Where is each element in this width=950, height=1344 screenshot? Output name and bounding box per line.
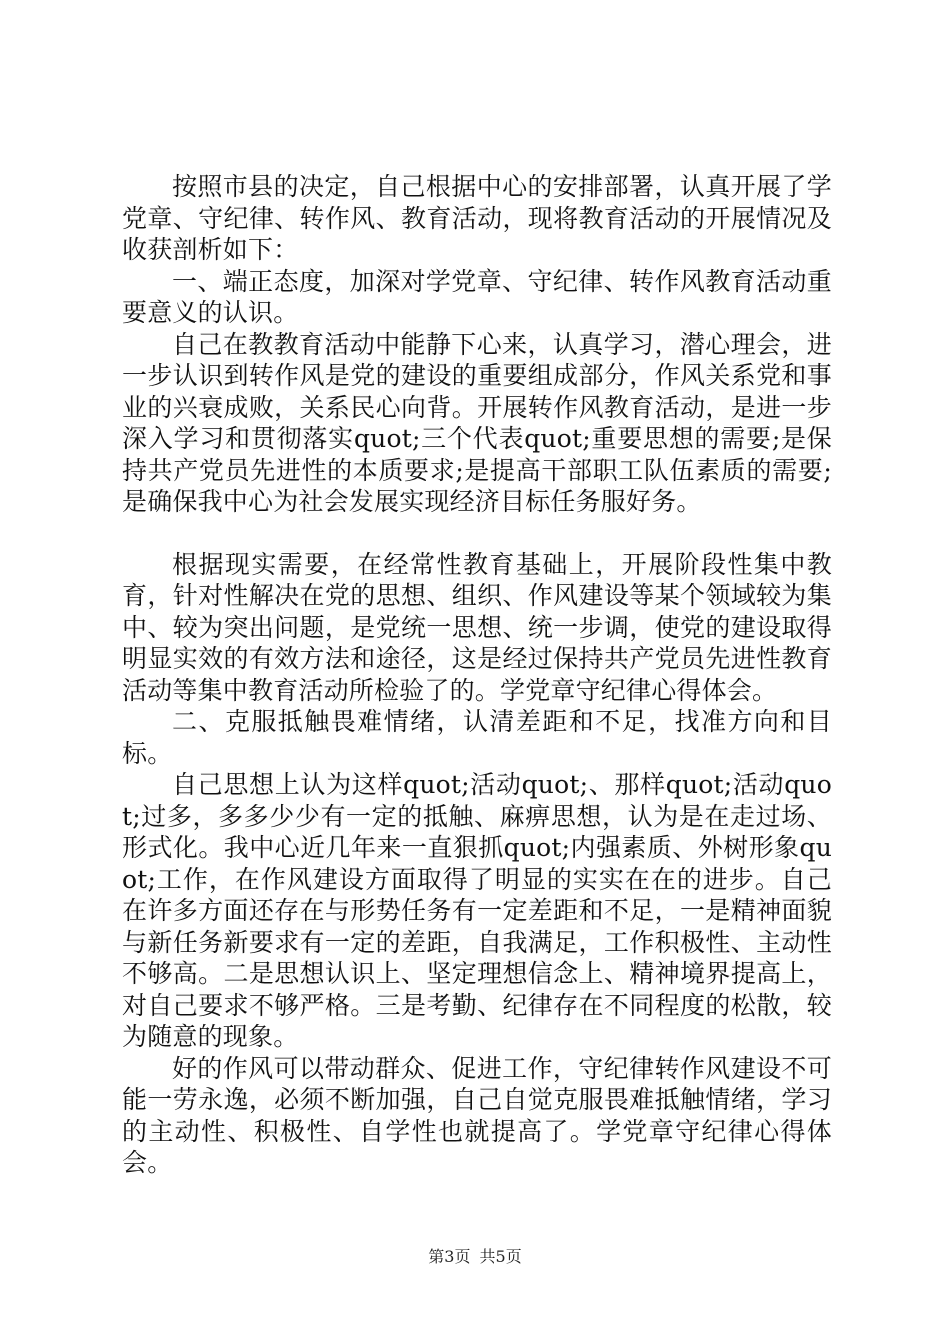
heading-section-1: 一、端正态度，加深对学党章、守纪律、转作风教育活动重要意义的认识。 [122,266,832,327]
paragraph-conclusion: 好的作风可以带动群众、促进工作，守纪律转作风建设不可能一劳永逸，必须不断加强，自己自觉克服畏难抵触情绪，学习的主动性、积极性、自学性也就提高了。学党章守纪律心得体会。 [122,1053,832,1177]
paragraph-practical-need: 根据现实需要，在经常性教育基础上，开展阶段性集中教育，针对性解决在党的思想、组织、作风建设等某个领域较为集中、较为突出问题，是党统一思想、统一步调，使党的建设取得明显实效的有效方法和途径，这是经过保持共产党员先进性教育活动等集中教育活动所检验了的。学党章守纪律心得体会。 [122,549,832,705]
page-footer [0,1244,950,1267]
paragraph-intro: 按照市县的决定，自己根据中心的安排部署，认真开展了学党章、守纪律、转作风、教育活动，现将教育活动的开展情况及收获剖析如下： [122,172,832,264]
paragraph-section-1: 自己在教教育活动中能静下心来，认真学习，潜心理会，进一步认识到转作风是党的建设的重要组成部分，作风关系党和事业的兴衰成败，关系民心向背。开展转作风教育活动，是进一步深入学习和贯彻落实quot;三个代表quot;重要思想的需要;是保持共产党员先进性的本质要求;是提高干部职工队伍素质的需要;是确保我中心为社会发展实现经济目标任务服好务。 [122,329,832,516]
heading-section-2: 二、克服抵触畏难情绪，认清差距和不足，找准方向和目标。 [122,707,832,768]
page-number: 第3页 [428,1247,471,1266]
page-total: 共5页 [479,1247,522,1266]
paragraph-spacer [122,518,832,549]
document-body [122,171,832,1179]
paragraph-section-2: 自己思想上认为这样quot;活动quot;、那样quot;活动quot;过多，多多少少有一定的抵触、麻痹思想，认为是在走过场、形式化。我中心近几年来一直狠抓quot;内强素质、外树形象quot;工作，在作风建设方面取得了明显的实实在在的进步。自己在许多方面还存在与形势任务有一定差距和不足，一是精神面貌与新任务新要求有一定的差距，自我满足，工作积极性、主动性不够高。二是思想认识上、坚定理想信念上、精神境界提高上，对自己要求不够严格。三是考勤、纪律存在不同程度的松散，较为随意的现象。 [122,770,832,1051]
